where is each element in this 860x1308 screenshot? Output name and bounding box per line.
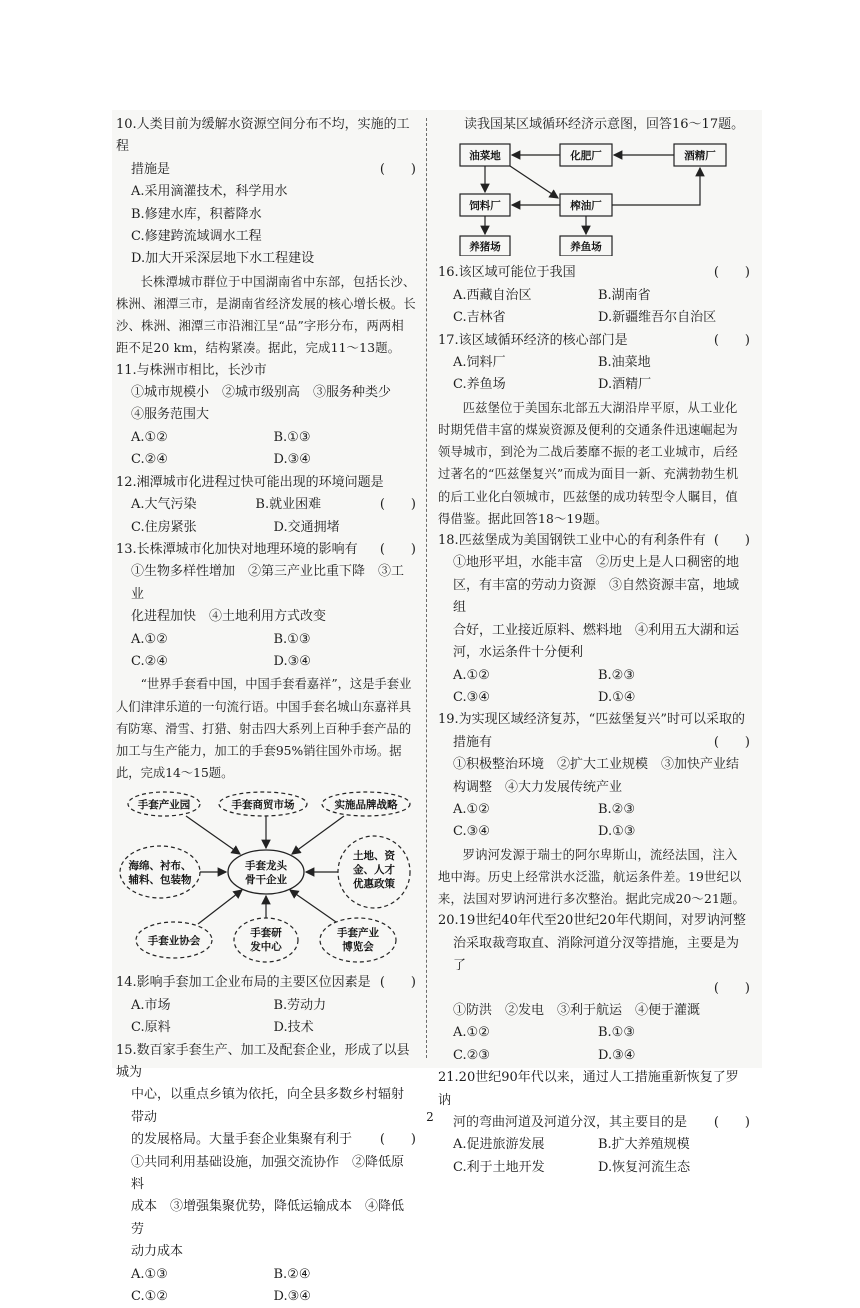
question-11 [116,360,416,472]
question-12 [116,472,416,539]
q11-option-c: C.②④ [131,452,168,468]
arrow-top-1 [186,816,240,854]
arrow-oil-to-alcohol [612,168,700,205]
q21-stem-1: 21.20世纪90年代以来，通过人工措施重新恢复了罗讷 [438,1070,739,1108]
circular-economy-diagram [438,140,750,256]
q19-stem-1: 19.为实现区域经济复苏，“匹兹堡复兴”时可以采取的 [438,712,745,728]
node-center-1: 手套龙头 [245,860,287,873]
answer-paren: ( ) [379,497,416,513]
q16-option-b: B.湖南省 [598,287,651,303]
question-20 [438,910,750,1067]
q10-option-a: A.采用滴灌技术，科学用水 [131,184,288,200]
column-divider [426,118,427,1058]
answer-paren: ( ) [379,161,416,177]
node-top-1: 手套产业园 [137,799,191,812]
q11-option-d: D.③④ [273,452,311,468]
right-column [438,114,750,1179]
arrow-field-to-oil [510,166,558,198]
answer-paren: ( ) [713,734,750,750]
q19-items-1: ①积极整治环境 ②扩大工业规模 ③加快产业结 [453,757,740,773]
q16-option-c: C.吉林省 [453,310,506,326]
node-right-1: 土地、资 [353,850,395,863]
q11-items-2: ④服务范围大 [131,407,210,423]
arrow-bottom-1 [198,890,242,924]
answer-paren: ( ) [379,1132,416,1148]
glove-industry-diagram [116,790,416,964]
question-14 [116,972,416,1039]
q15-option-d: D.③④ [273,1289,311,1305]
q10-stem-2: 措施是 [131,161,171,177]
q17-option-b: B.油菜地 [598,355,651,371]
question-17 [438,330,750,397]
q21-option-c: C.利于土地开发 [453,1159,545,1175]
q18-option-a: A.①② [453,667,490,683]
node-bottom-3a: 手套产业 [337,927,379,940]
question-19 [438,709,750,843]
answer-paren: ( ) [713,533,750,549]
label-feed-mill: 饲料厂 [469,200,501,213]
node-left-1: 海绵、衬布、 [128,860,192,873]
q10-option-b: B.修建水库，积蓄降水 [131,206,262,222]
q15-items-1: ①共同利用基础设施，加强交流协作 ②降低原料 [131,1154,405,1193]
q14-option-b: B.劳动力 [273,997,327,1013]
node-bottom-1: 手套业协会 [147,935,201,948]
q11-option-a: A.①② [131,429,168,445]
arrow-bottom-3 [290,890,336,922]
arrow-top-3 [292,816,344,854]
page-number: 2 [426,1110,434,1124]
q13-option-d: D.③④ [273,653,311,669]
answer-paren: ( ) [713,332,750,348]
q16-option-a: A.西藏自治区 [453,287,532,303]
answer-paren: ( ) [713,265,750,281]
q19-option-a: A.①② [453,801,490,817]
q19-option-b: B.②③ [598,801,635,817]
node-top-3: 实施品牌战略 [334,799,398,812]
answer-paren: ( ) [713,1115,750,1131]
q15-items-2: 成本 ③增强集聚优势，降低运输成本 ④降低劳 [131,1199,405,1237]
q21-option-d: D.恢复河流生态 [598,1159,691,1175]
label-alcohol-plant: 酒精厂 [684,150,716,163]
ellipse-bottom-3 [320,918,396,962]
question-15 [116,1040,416,1308]
q19-option-c: C.③④ [453,824,490,840]
q15-stem-1: 15.数百家手套生产、加工及配套企业，形成了以县城为 [116,1042,410,1080]
q19-option-d: D.①③ [598,824,636,840]
q12-option-c: C.住房紧张 [131,519,197,535]
ellipse-center [228,850,304,894]
ellipse-bottom-2 [234,918,298,962]
q20-stem-2: 治采取裁弯取直、消除河道分汊等措施，主要是为了 [453,935,740,974]
q17-option-d: D.酒精厂 [598,377,652,393]
question-13 [116,539,416,673]
q18-items-3: 合好，工业接近原料、燃料地 ④利用五大湖和运 [453,622,740,638]
glove-diagram-svg [116,790,416,964]
q10-stem: 10.人类目前为缓解水资源空间分布不均，实施的工程 [116,117,410,155]
label-fish-farm: 养鱼场 [570,241,602,254]
q12-option-a: A.大气污染 [131,497,197,513]
label-fertilizer-plant: 化肥厂 [570,150,602,163]
q17-option-a: A.饲料厂 [453,355,506,371]
q20-option-c: C.②③ [453,1047,490,1063]
q21-option-b: B.扩大养殖规模 [598,1137,690,1153]
q18-items-2: 区，有丰富的劳动力资源 ③自然资源丰富，地域组 [453,577,740,616]
q13-option-a: A.①② [131,631,168,647]
q14-option-d: D.技术 [273,1020,314,1036]
q12-option-d: D.交通拥堵 [273,519,340,535]
q21-stem-2: 河的弯曲河道及河道分汊，其主要目的是 [453,1115,688,1131]
q10-option-d: D.加大开采深层地下水工程建设 [131,251,315,267]
q18-stem: 18.匹兹堡成为美国钢铁工业中心的有利条件有 [438,533,706,549]
q20-option-d: D.③④ [598,1047,636,1063]
q17-option-c: C.养鱼场 [453,377,506,393]
q15-option-b: B.②④ [273,1266,311,1282]
q15-option-c: C.①② [131,1289,168,1305]
q14-option-c: C.原料 [131,1020,171,1036]
q15-items-3: 动力成本 [131,1244,184,1260]
node-bottom-2a: 手套研 [250,927,282,940]
q13-items-2: 化进程加快 ④土地利用方式改变 [131,609,327,625]
label-oil-mill: 榨油厂 [570,200,602,213]
q13-option-b: B.①③ [273,631,311,647]
q18-option-d: D.①④ [598,689,636,705]
q13-stem: 13.长株潭城市化加快对地理环境的影响有 [116,541,358,557]
passage-14-15: “世界手套看中国，中国手套看嘉祥”，这是手套业人们津津乐道的一句流行语。中国手套名城山东嘉祥具有防寒、滑雪、打猎、射击四大系列上百种手套产品的加工与生产能力，加工的手套95%销往国外市场。据此，完成14～15题。 [116,677,412,781]
circular-economy-svg [438,140,750,256]
ellipse-left [120,846,200,898]
q20-option-b: B.①③ [598,1025,635,1041]
node-right-3: 优惠政策 [353,878,395,891]
passage-18-19: 匹兹堡位于美国东北部五大湖沿岸平原，从工业化时期凭借丰富的煤炭资源及便利的交通条件迅速崛起为领导城市，到沦为二战后萎靡不振的老工业城市，后经过著名的“匹兹堡复兴”而成为面目一新、充满勃勃生机的后工业化白领城市，匹兹堡的成功转型令人瞩目，值得借鉴。据此回答18～19题。 [438,400,739,526]
node-top-2: 手套商贸市场 [231,799,295,812]
q20-stem-1: 20.19世纪40年代至20世纪20年代期间，对罗讷河整 [438,913,746,929]
node-right-2: 金、人才 [353,864,395,877]
q20-option-a: A.①② [453,1025,490,1041]
node-bottom-2b: 发中心 [250,941,282,954]
answer-paren: ( ) [379,975,416,991]
q18-option-c: C.③④ [453,689,490,705]
q13-items-1: ①生物多样性增加 ②第三产业比重下降 ③工业 [131,564,405,602]
q14-stem: 14.影响手套加工企业布局的主要区位因素是 [116,975,371,991]
q15-stem-3: 的发展格局。大量手套企业集聚有利于 [131,1132,353,1148]
q15-option-a: A.①③ [131,1266,168,1282]
q17-stem: 17.该区域循环经济的核心部门是 [438,332,628,348]
q15-stem-2: 中心，以重点乡镇为依托，向全县多数乡村辐射带动 [131,1087,405,1125]
q18-items-4: 河，水运条件十分便利 [453,645,584,661]
answer-paren: ( ) [379,541,416,557]
q21-option-a: A.促进旅游发展 [453,1137,545,1153]
q11-option-b: B.①③ [273,429,311,445]
q14-option-a: A.市场 [131,997,171,1013]
intro-16-17: 读我国某区域循环经济示意图，回答16～17题。 [464,117,745,132]
question-10 [116,114,416,271]
passage-11-13: 长株潭城市群位于中国湖南省中东部，包括长沙、株洲、湘潭三市，是湖南省经济发展的核心增长极。长沙、株洲、湘潭三市沿湘江呈“品”字形分布，两两相距不足20 km，结构紧凑。据此，完成11～13题。 [116,274,416,356]
node-center-2: 骨干企业 [245,874,287,887]
q11-items-1: ①城市规模小 ②城市级别高 ③服务种类少 [131,385,392,401]
answer-paren: ( ) [713,980,750,996]
q18-items-1: ①地形平坦，水能丰富 ②历史上是人口稠密的地 [453,555,740,571]
q11-stem: 11.与株洲市相比，长沙市 [116,362,267,378]
question-18 [438,530,750,709]
q16-stem: 16.该区域可能位于我国 [438,265,576,281]
left-column [116,114,416,1308]
q20-items: ①防洪 ②发电 ③利于航运 ④便于灌溉 [453,1002,701,1018]
q19-stem-2: 措施有 [453,734,493,750]
q10-option-c: C.修建跨流域调水工程 [131,229,262,245]
label-rapeseed-field: 油菜地 [469,150,501,163]
q16-option-d: D.新疆维吾尔自治区 [598,310,717,326]
q12-stem: 12.湘潭城市化进程过快可能出现的环境问题是 [116,474,384,490]
q13-option-c: C.②④ [131,653,168,669]
node-left-2: 辅料、包装物 [128,874,192,887]
question-16 [438,262,750,329]
label-pig-farm: 养猪场 [469,241,501,254]
q18-option-b: B.②③ [598,667,635,683]
q12-option-b: B.就业困难 [255,497,322,513]
node-bottom-3b: 博览会 [342,941,374,954]
passage-20-21: 罗讷河发源于瑞士的阿尔卑斯山，流经法国，注入地中海。历史上经常洪水泛滥，航运条件差。19世纪以来，法国对罗讷河进行多次整治。据此完成20～21题。 [438,847,746,907]
q19-items-2: 构调整 ④大力发展传统产业 [453,779,623,795]
